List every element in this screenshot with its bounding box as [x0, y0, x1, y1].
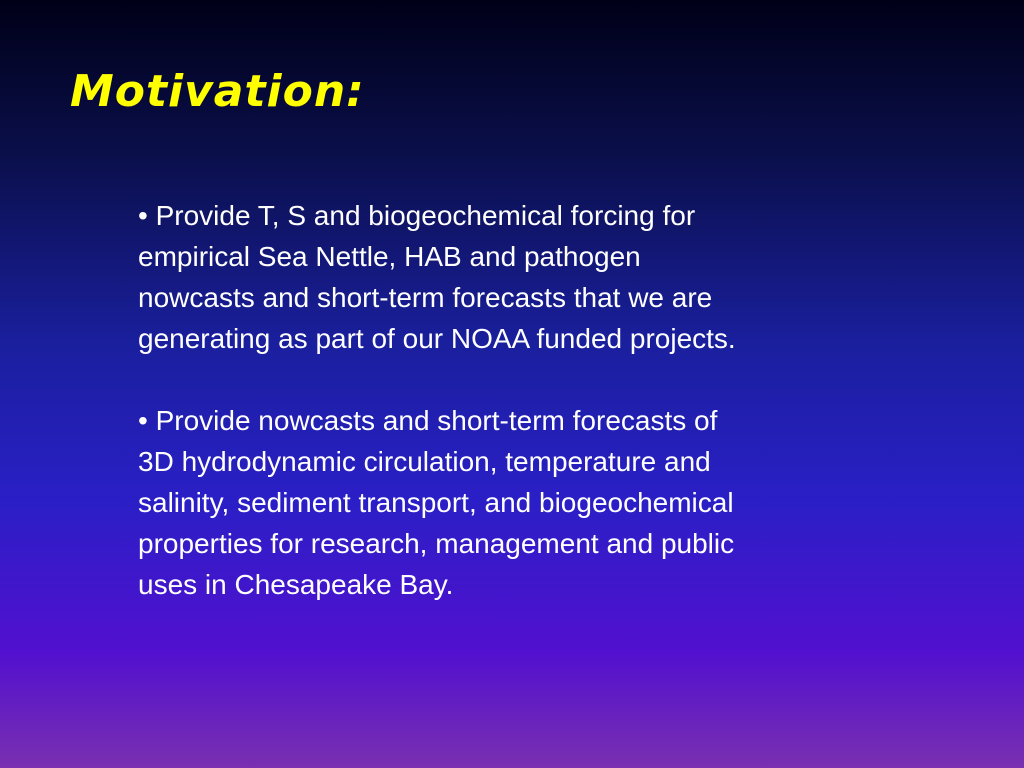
bullet-nowcasts [138, 400, 898, 605]
bullet-line: empirical Sea Nettle, HAB and pathogen [138, 241, 641, 272]
slide-title: Motivation: [70, 66, 365, 117]
bullet-line: uses in Chesapeake Bay. [138, 569, 454, 600]
bullet-line: 3D hydrodynamic circulation, temperature and [138, 446, 711, 477]
bullet-line: properties for research, management and public [138, 528, 735, 559]
slide-content [138, 195, 898, 646]
bullet-line: generating as part of our NOAA funded projects. [138, 323, 736, 354]
bullet-line: • Provide T, S and biogeochemical forcing for [138, 200, 696, 231]
bullet-line: salinity, sediment transport, and biogeochemical [138, 487, 734, 518]
bullet-line: • Provide nowcasts and short-term forecasts of [138, 405, 718, 436]
bullet-forcing [138, 195, 898, 359]
bullet-line: nowcasts and short-term forecasts that we are [138, 282, 713, 313]
